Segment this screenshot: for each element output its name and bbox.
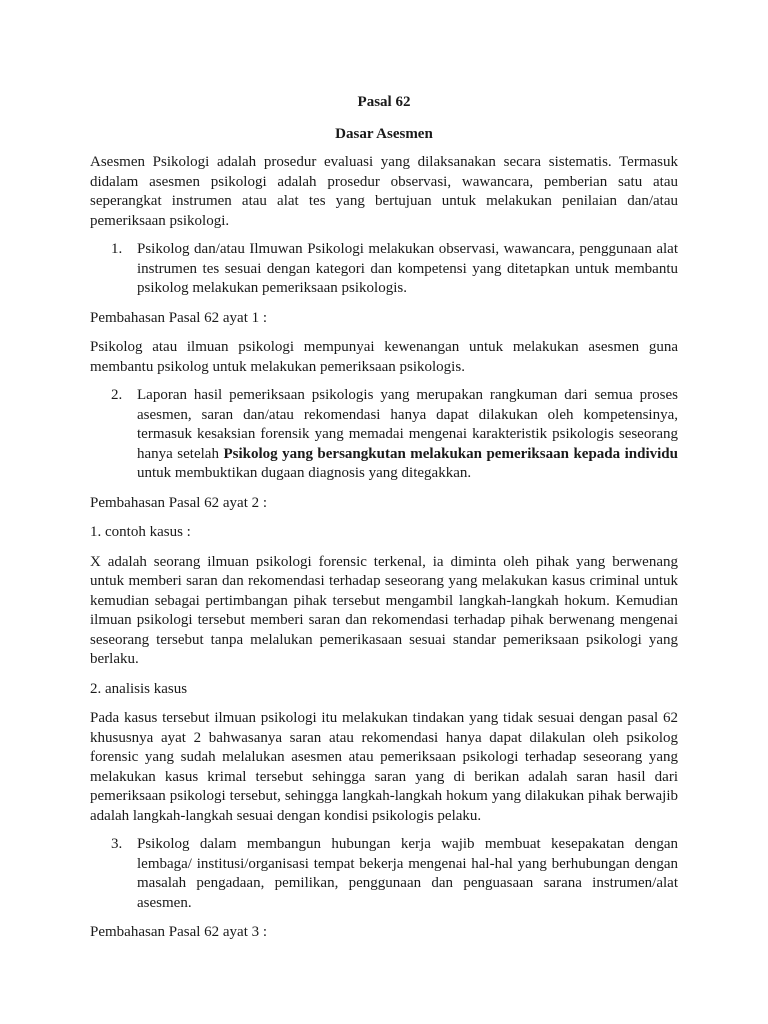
list-item-text-bold: Psikolog yang bersangkutan melakukan pemeriksaan kepada individu [223,445,678,462]
discussion-2-heading: Pembahasan Pasal 62 ayat 2 : [90,494,268,511]
article-subtitle: Dasar Asesmen [335,125,433,142]
list-item-text: Psikolog dalam membangun hubungan kerja wajib membuat kesepakatan dengan lembaga/ institusi/organisasi tempat bekerja mengenai hal-hal yang berhubungan dengan masalah pengadaan, pemilikan, penggunaan dan penguasaan sarana instrumen/alat asesmen. [137,836,678,911]
article-title: Pasal 62 [357,94,411,110]
analysis-paragraph: Pada kasus tersebut ilmuan psikologi itu melakukan tindakan yang tidak sesuai dengan pasal 62 khususnya ayat 2 bahwasanya saran atau rekomendasi hanya dapat dilakulan oleh psikolog forensic yang sudah melalukan asesmen atau pemeriksaan psikologi terhadap seseorang yang melakukan kasus krimal tersebut sehingga saran yang di berikan adalah saran hasil dari pemeriksaan psikologi tersebut, sehingga langkah-langkah hokum yang dilakukan pihak berwajib adalah langkah-langkah sesuai dengan kondisi psikologis pelaku. [90,710,678,824]
list-item-3 [90,835,678,913]
case-paragraph: X adalah seorang ilmuan psikologi forensic terkenal, ia diminta oleh pihak yang berwenang untuk memberi saran dan rekomendasi terhadap seseorang yang melakukan kasus criminal untuk kemudian sebagai pertimbangan pihak tersebut mengambil langkah-langkah hokum. Kemudian ilmuan psikologi tersebut memberi saran dan rekomendasi terhadap pihak berwenang mengenai seseorang tersebut tanpa melalukan pemerikasaan sesuai standar pemeriksaan psikologi yang berlaku. [90,553,678,667]
discussion-3-heading: Pembahasan Pasal 62 ayat 3 : [90,924,268,940]
list-item-text-before: Laporan hasil pemeriksaan psikologis yang merupakan rangkuman dari semua proses asesmen, saran dan/atau rekomendasi hanya dapat dilakukan oleh kompetensinya, termasuk kesaksian forensik yang memadai mengenai karakteristik psikologis seseorang hanya setelah [137,387,678,462]
discussion-1-heading: Pembahasan Pasal 62 ayat 1 : [90,309,268,326]
list-item-text: Psikolog dan/atau Ilmuwan Psikologi melakukan observasi, wawancara, penggunaan alat instrumen tes sesuai dengan kategori dan kompetensi yang ditetapkan untuk membantu psikolog melakukan pemeriksaan psikologis. [137,241,678,296]
list-number: 1. [111,241,123,257]
list-item-2 [90,386,678,484]
list-number: 3. [111,836,123,852]
list-number: 2. [111,387,123,403]
list-item-text [137,386,678,484]
list-item-text-after: untuk membuktikan dugaan diagnosis yang ditegakkan. [137,465,472,481]
analysis-heading: 2. analisis kasus [90,680,188,697]
document-body [90,93,678,943]
discussion-1-paragraph: Psikolog atau ilmuan psikologi mempunyai kewenangan untuk melakukan asesmen guna membantu psikolog untuk melakukan pemeriksaan psikologis. [90,339,678,375]
case-heading: 1. contoh kasus : [90,524,191,540]
list-item-1 [90,240,678,299]
intro-paragraph: Asesmen Psikologi adalah prosedur evaluasi yang dilaksanakan secara sistematis. Termasuk didalam asesmen psikologi adalah prosedur observasi, wawancara, pemberian satu atau seperangkat instrumen atau alat tes yang bertujuan untuk melakukan penilaian dan/atau pemeriksaan psikologi. [90,154,678,229]
